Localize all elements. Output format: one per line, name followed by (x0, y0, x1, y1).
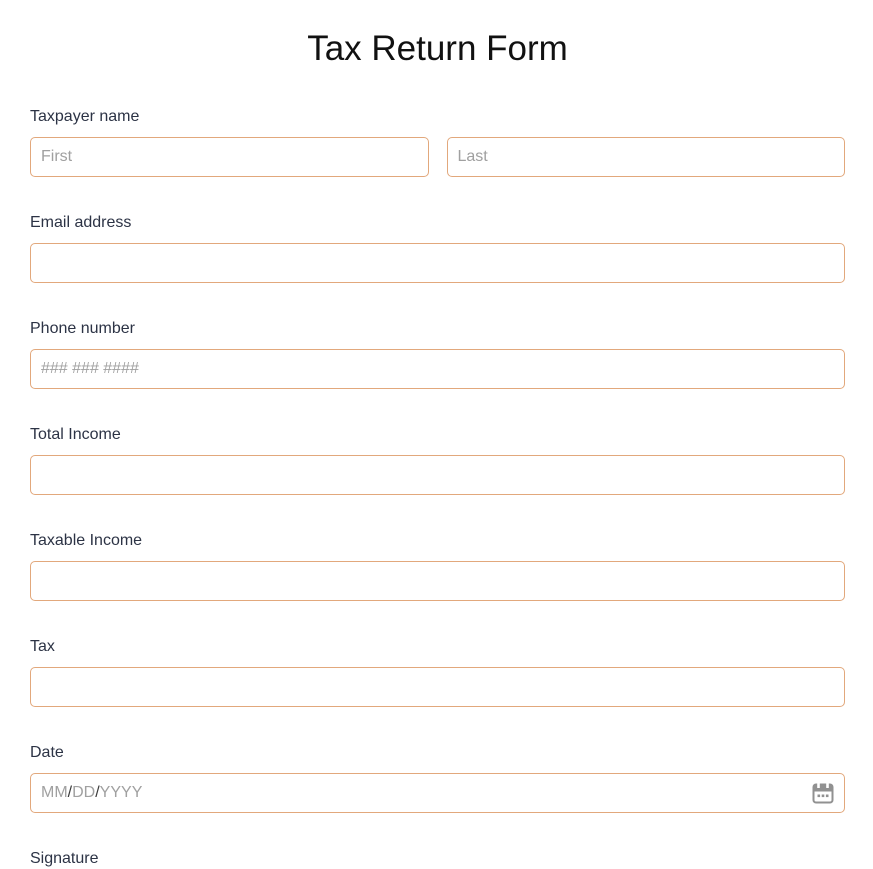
tax-input[interactable] (30, 667, 845, 707)
field-tax (30, 636, 845, 707)
signature-label: Signature (30, 850, 99, 867)
taxable-income-label: Taxable Income (30, 532, 143, 549)
email-input[interactable] (30, 243, 845, 283)
field-email (30, 212, 845, 283)
name-inputs-row (30, 137, 845, 177)
calendar-icon-glyph (810, 780, 836, 806)
date-input[interactable] (30, 773, 845, 813)
field-date (30, 742, 845, 813)
date-mask-yyyy: YYYY (99, 784, 143, 801)
field-taxable-income (30, 530, 845, 601)
date-separator: / (95, 784, 100, 801)
email-label: Email address (30, 214, 132, 231)
total-income-input[interactable] (30, 455, 845, 495)
phone-label: Phone number (30, 320, 135, 337)
date-mask-dd: DD (72, 784, 96, 801)
tax-return-form (0, 28, 873, 869)
field-phone (30, 318, 845, 389)
field-taxpayer-name (30, 106, 845, 177)
date-mask-mm: MM (41, 784, 68, 801)
date-separator: / (67, 784, 73, 801)
form-title: Tax Return Form (307, 29, 568, 68)
tax-label: Tax (30, 638, 55, 655)
phone-input[interactable] (30, 349, 845, 389)
date-label: Date (30, 744, 64, 761)
total-income-label: Total Income (30, 426, 121, 443)
taxpayer-name-label: Taxpayer name (30, 108, 140, 125)
taxable-income-input[interactable] (30, 561, 845, 601)
first-name-input[interactable] (30, 137, 429, 177)
field-total-income (30, 424, 845, 495)
field-signature (30, 848, 845, 869)
last-name-input[interactable] (447, 137, 846, 177)
calendar-icon[interactable] (810, 780, 836, 806)
